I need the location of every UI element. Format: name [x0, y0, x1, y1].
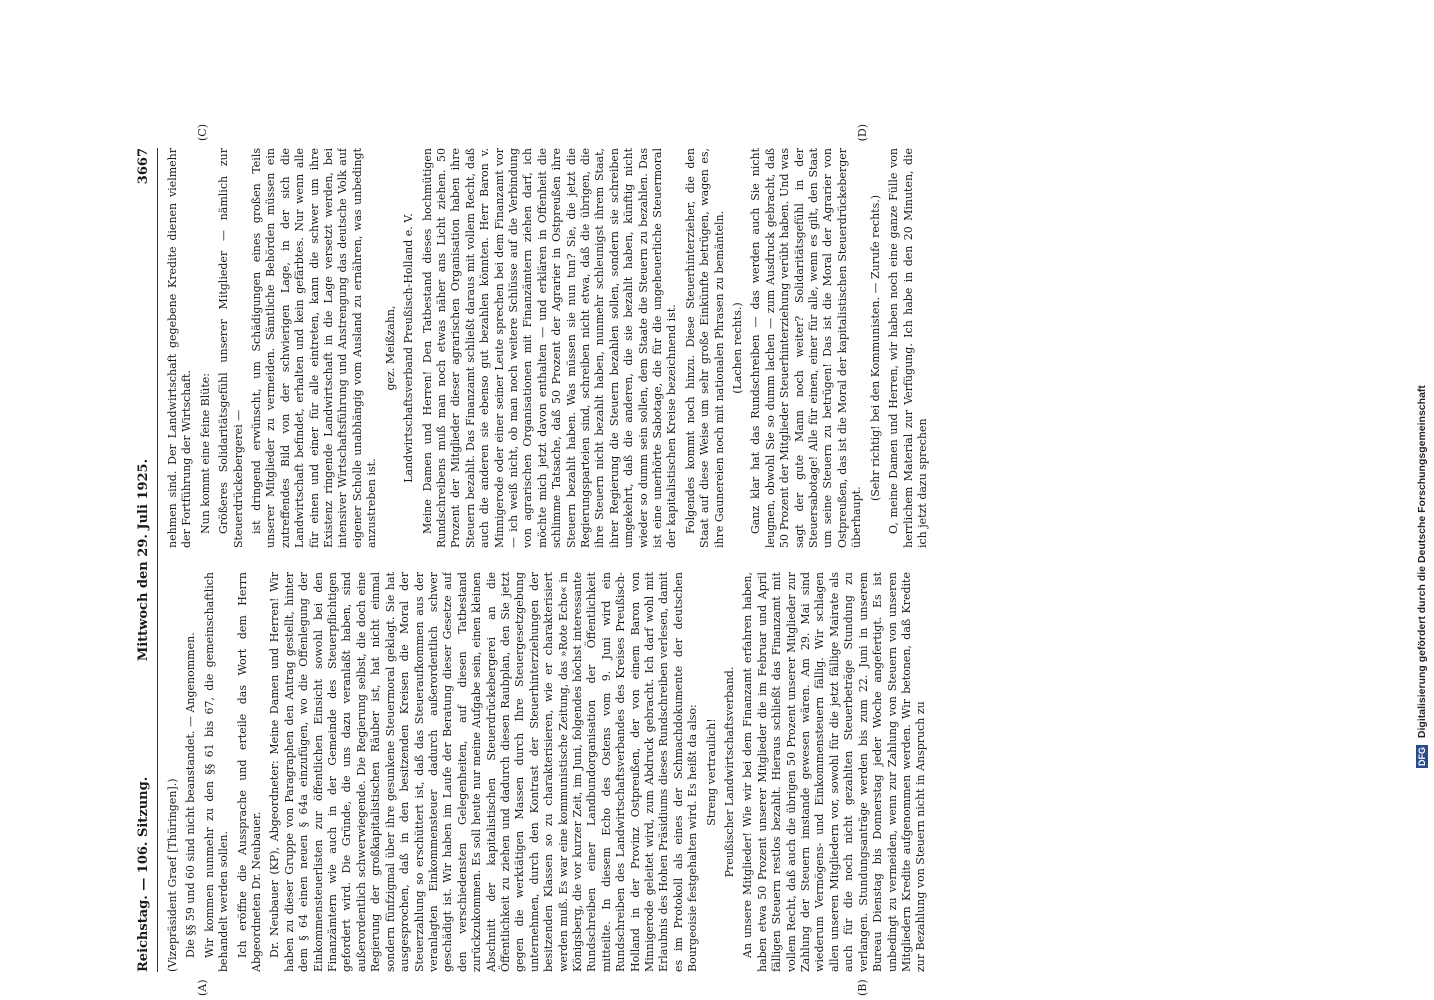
- page-header: [137, 148, 158, 972]
- signature-line: Landwirtschaftsverband Preußisch-Holland e. V.: [402, 213, 416, 483]
- paragraph: Nun kommt eine feine Blüte:: [198, 373, 212, 534]
- interjection: (Lachen rechts.): [731, 302, 745, 394]
- speaker-note: (Vizepräsident Graef [Thüringen].): [166, 778, 179, 972]
- margin-marker-d: (D): [856, 124, 869, 142]
- paragraph: Folgendes kommt noch hinzu. Diese Steuerhinterzieher, die den Staat auf diese Weise um sehr große Einkünfte betrügen, wagen es, ihre Gaunereien noch mit nationalen Phrasen zu bemänteln.: [683, 148, 726, 548]
- text-columns: [166, 124, 1336, 996]
- paragraph: An unsere Mitglieder! Wie wir bei dem Finanzamt erfahren haben, haben etwa 50 Prozent unserer Mitglieder die im Februar und April fälligen Steuern restlos bezahlt. Hieraus schließt das Finanzamt mit vollem Recht, daß auch die übrigen 50 Prozent unserer Mitglieder zur Zahlung der Steuern imstande gewesen wären. Am 29. Mai sind wiederum Vermögens- und Einkommensteuern fällig. Wir schlagen allen unseren Mitgliedern vor, sowohl für die jetzt fällige Mairate als auch für die noch nicht gezahlten Steuerbeträge Stundung zu verlangen. Stundungsanträge werden bis zum 22. Juni in unserem Bureau Dienstag bis Donnerstag jeder Woche angefertigt. Es ist unbedingt zu vermeiden, wenn zur Zahlung von Steuern von unseren Mitgliedern Kredite aufgenommen werden. Wir betonen, daß Kredite zur Bezahlung von Steuern nicht in Anspruch zu: [741, 572, 928, 972]
- header-left: Reichstag. — 106. Sitzung.: [136, 776, 151, 972]
- paragraph: Ich eröffne die Aussprache und erteile das Wort dem Herrn Abgeordneten Dr. Neubauer.: [235, 572, 264, 972]
- paragraph: Die §§ 59 und 60 sind nicht beanstandet. — Angenommen.: [184, 632, 198, 958]
- dfg-sidebar: [1416, 8, 1432, 768]
- interjection: (Sehr richtig! bei den Kommunisten. — Zurufe rechts.): [868, 194, 882, 502]
- margin-marker-c: (C): [196, 124, 209, 141]
- paragraph: Meine Damen und Herren! Den Tatbestand dieses hochmütigen Rundschreibens muß man noch etwas näher ans Licht ziehen. 50 Prozent der Mitglieder dieser agrarischen Organisation haben ihre Steuern bezahlt. Das Finanzamt schließt daraus mit vollem Recht, daß auch die anderen sie ebenso gut bezahlen könnten. Herr Baron v. Minnigerode oder einer seiner Leute sprechen bei dem Finanzamt vor — ich weiß nicht, ob man noch weitere Schlüsse auf die Verbindung von agrarischen Organisationen mit Finanzämtern ziehen darf, ich möchte mich jetzt davon enthalten — und erklären in Offenheit die schlimme Tatsache, daß 50 Prozent der Agrarier in Ostpreußen ihre Steuern bezahlt haben. Was müssen sie nun tun? Sie, die jetzt die Regierungsparteien sind, schreiben nicht etwa, daß die übrigen, die ihre Steuern nicht bezahlt haben, nunmehr schleunigst ihrem Staat, ihrer Regierung die Steuern bezahlen sollen, sondern sie schreiben umgekehrt, daß die anderen, die sie bezahlt haben, künftig nicht wieder so dumm sein sollen, dem Staate die Steuern zu bezahlen. Das ist eine unerhörte Sabotage, die für die ungeheuerliche Steuermoral der kapitalistischen Kreise bezeichnend ist.: [420, 148, 679, 548]
- page-number: 3667: [136, 148, 151, 185]
- dfg-logo: DFG: [1417, 747, 1427, 766]
- paragraph: O, meine Damen und Herren, wir haben noch eine ganze Fülle von herrlichem Material zur Verfügung. Ich habe in den 20 Minuten, die ich jetzt dazu sprechen: [887, 148, 929, 548]
- margin-marker-b: (B): [856, 979, 869, 996]
- paragraph: Wir kommen nunmehr zu den §§ 61 bis 67, die gemeinschaftlich behandelt werden sollen.: [202, 572, 231, 972]
- paragraph: Ganz klar hat das Rundschreiben — das werden auch Sie nicht leugnen, obwohl Sie so dumm lachen — zum Ausdruck gebracht, daß 50 Prozent der Mitglieder Steuerhinterziehung verübt haben. Und was sagt der gute Mann noch weiter? Solidaritätsgefühl in der Steuersabotage! Alle für einen, einer für alle, wenn es gilt, den Staat um seine Steuern zu betrügen! Das ist die Moral der Agrarier von Ostpreußen, das ist die Moral der kapitalistischen Steuerdrückeberger überhaupt.: [749, 148, 864, 548]
- paragraph: Dr. Neubauer (KP), Abgeordneter: Meine Damen und Herren! Wir haben zu dieser Gruppe von Paragraphen den Antrag gestellt, hinter dem § 64 einen neuen § 64a einzufügen, wo die Offenlegung der Einkommensteuerlisten zur öffentlichen Einsicht sowohl bei den Finanzämtern wie auch in der Gemeinde des Steuerpflichtigen gefordert wird. Die Gründe, die uns dazu veranlaßt haben, sind außerordentlich schwerwiegende. Die Regierung selbst, die doch eine Regierung der großkapitalistischen Räuber ist, hat nicht einmal sondern fünfzigmal über ihre gesunkene Steuermoral geklagt. Sie hat ausgesprochen, daß in den besitzenden Kreisen die Moral der Steuerzahlung so erschüttert ist, daß das Steueraufkommen aus der veranlagten Einkommensteuer dadurch außerordentlich schwer geschädigt ist. Wir haben im Laufe der Beratung dieser Gesetze auf den verschiedensten Gelegenheiten, auf diesen Tatbestand zurückzukommen. Es soll heute nur meine Aufgabe sein, einen kleinen Abschnitt der kapitalistischen Steuerdrückebergerei an die Öffentlichkeit zu ziehen und dadurch diesen Raubplan, den Sie jetzt gegen die werktätigen Massen durch Ihre Steuergesetzgebung unternehmen, durch den Kontrast der Steuerhinterziehungen der besitzenden Klassen so zu charakterisieren, wie er charakterisiert werden muß. Es war eine kommunistische Zeitung, das »Rote Echo« in Königsberg, die vor kurzer Zeit, im Juni, folgendes höchst interessante Rundschreiben einer Landbundorganisation der Öffentlichkeit mitteilte. In diesem Echo des Ostens vom 9. Juni wird ein Rundschreiben des Landwirtschaftsverbandes des Kreises Preußisch-Holland in der Provinz Ostpreußen, der von einem Baron von Minnigerode geleitet wird, zum Abdruck gebracht. Ich darf wohl mit Erlaubnis des Hohen Präsidiums dieses Rundschreiben verlesen, damit es im Protokoll als eines der Schmachdokumente der deutschen Bourgeoisie festgehalten wird. Es heißt da also:: [268, 572, 700, 972]
- paragraph: nehmen sind. Der Landwirtschaft gegebene Kredite dienen vielmehr der Fortführung der Wirtschaft.: [166, 148, 194, 548]
- header-date: Mittwoch den 29. Juli 1925.: [136, 458, 151, 662]
- column-left: [166, 572, 1336, 972]
- paragraph: ist dringend erwünscht, um Schädigungen eines großen Teils unserer Mitglieder zu vermeiden. Sämtliche Behörden müssen ein zutreffendes Bild von der schwierigen Lage, in der sich die Landwirtschaft befindet, erhalten und kein gefärbtes. Nur wenn alle für einen und einer für alle eintreten, kann die schwer um ihre Existenz ringende Landwirtschaft in die Lage versetzt werden, bei intensiver Wirtschaftsführung und Anstrengung das deutsche Volk auf eigener Scholle unabhängig vom Ausland zu ernähren, was unbedingt anzustreben ist.: [250, 148, 379, 548]
- margin-marker-a: (A): [196, 979, 209, 996]
- document-sheet: [117, 120, 1347, 1000]
- column-right: [166, 148, 1336, 548]
- paragraph: Größeres Solidaritätsgefühl unserer Mitglieder — nämlich zur Steuerdrückebergerei —: [217, 148, 245, 548]
- signature-line: gez. Meißzahn,: [383, 305, 397, 391]
- dfg-credit: Digitalisierung gefördert durch die Deutsche Forschungsgemeinschaft: [1416, 385, 1428, 739]
- paragraph-heading: Streng vertraulich!: [704, 718, 718, 826]
- paragraph-heading: Preußischer Landwirtschaftsverband.: [723, 666, 737, 878]
